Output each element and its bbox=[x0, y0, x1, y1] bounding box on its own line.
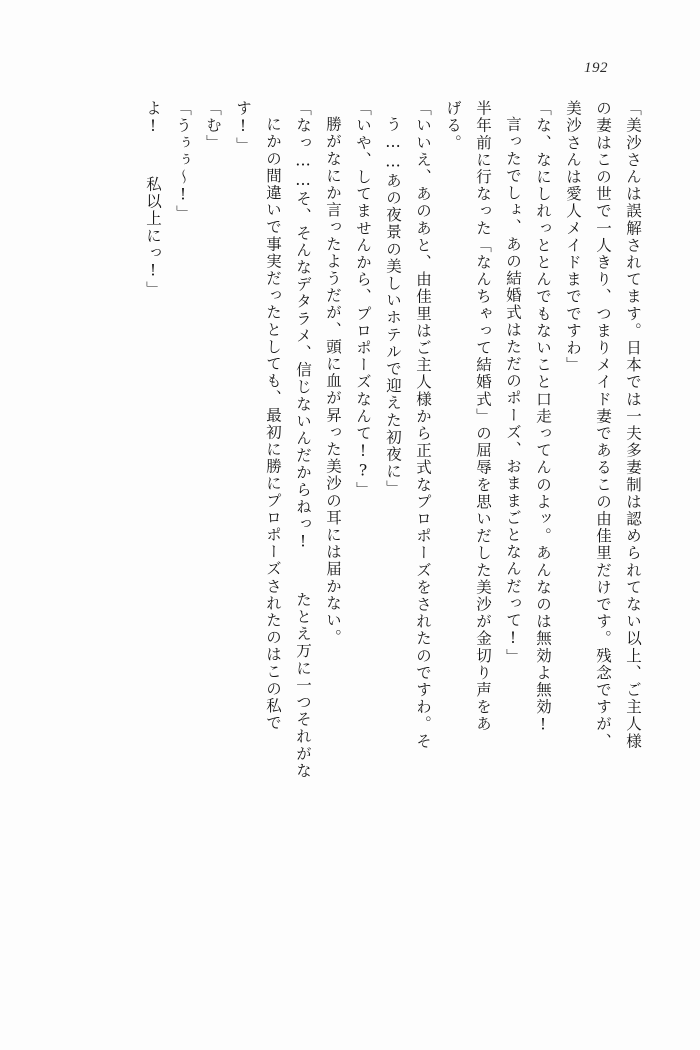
text-line: 「なっ……そ、そんなデタラメ、信じないんだからねっ! たとえ万に一つそれがな bbox=[294, 100, 312, 780]
text-line: 「いいえ、あのあと、由佳里はご主人様から正式なプロポーズをされたのですわ。そ bbox=[414, 100, 432, 750]
text-line: 「美沙さんは誤解されてます。日本では一夫多妻制は認められてない以上、ご主人様 bbox=[624, 100, 642, 750]
text-line: 「いや、してませんから、プロポーズなんて!?」 bbox=[354, 100, 372, 499]
text-line: にかの間違いで事実だったとしても、最初に勝にプロポーズされたのはこの私で bbox=[264, 116, 282, 732]
text-line: 美沙さんは愛人メイドまでですわ」 bbox=[564, 100, 582, 374]
text-line: げる。 bbox=[444, 100, 462, 152]
text-line: 半年前に行なった「なんちゃって結婚式」の屈辱を思いだした美沙が金切り声をあ bbox=[474, 100, 492, 733]
text-line: 「な、なにしれっととんでもないこと口走ってんのよッ。あんなのは無効よ無効! bbox=[534, 100, 552, 736]
text-line: よ! 私以上にっ!」 bbox=[144, 100, 162, 299]
text-line: 勝がなにか言ったようだが、頭に血が昇った美沙の耳には届かない。 bbox=[324, 116, 342, 647]
text-line: う……あの夜景の美しいホテルで迎えた初夜に」 bbox=[384, 116, 402, 498]
text-line: の妻はこの世で一人きり、つまりメイド妻であるこの由佳里だけです。残念ですが、 bbox=[594, 100, 612, 750]
text-line: 「うぅぅ〜!」 bbox=[174, 100, 192, 223]
text-line: す!」 bbox=[234, 100, 252, 154]
page-number: 192 bbox=[584, 60, 608, 76]
text-line: 言ったでしょ、あの結婚式はただのポーズ、おままごとなんだって!」 bbox=[504, 116, 522, 666]
text-line: 「む」 bbox=[204, 100, 222, 152]
vertical-text-body bbox=[60, 100, 640, 1002]
